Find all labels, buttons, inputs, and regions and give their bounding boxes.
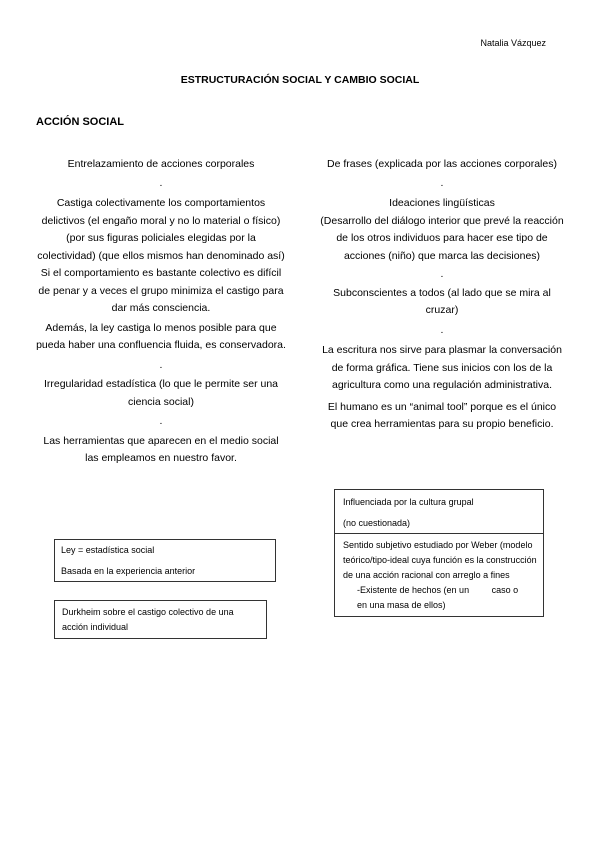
left-paragraph-4: Si el comportamiento es bastante colectivo es difícil de penar y a veces el grupo minimiza el castigo para dar más consciencia.: [38, 267, 284, 314]
left-note-box-law: [54, 539, 276, 582]
right-note-bottom-sub-1: -Existente de hechos (en un caso o: [357, 585, 519, 595]
left-note-box-durkheim: [54, 600, 267, 639]
left-paragraph-7: Las herramientas que aparecen en el medio social las empleamos en nuestro favor.: [43, 434, 279, 464]
left-paragraph-2: Castiga colectivamente los comportamientos delictivos (el engaño moral y no lo material o físico): [41, 197, 281, 227]
page-title: ESTRUCTURACIÓN SOCIAL Y CAMBIO SOCIAL: [180, 74, 420, 86]
left-separator-2: .: [159, 358, 163, 371]
right-paragraph-5: La escritura nos sirve para plasmar la conversación de forma gráfica. Tiene sus inicios con los de la agricultura como una regulación administrativa.: [322, 344, 562, 391]
right-note-bottom-sub-2: en una masa de ellos): [357, 600, 446, 610]
left-column: [36, 156, 286, 468]
author-name: Natalia Vázquez: [480, 38, 546, 48]
right-note-bottom: [335, 534, 543, 616]
right-note-bottom-main: Sentido subjetivo estudiado por Weber (modelo teórico/tipo-ideal cuya función es la construcción de una acción racional con arreglo a fines: [343, 540, 537, 580]
right-paragraph-6: El humano es un “animal tool” porque es el único que crea herramientas para su propio beneficio.: [327, 400, 557, 430]
left-paragraph-6: Irregularidad estadística (lo que le permite ser una ciencia social): [43, 378, 279, 408]
right-note-box: [334, 489, 544, 617]
right-note-top: [335, 490, 543, 534]
left-note-durkheim-text: Durkheim sobre el castigo colectivo de una acción individual: [62, 607, 234, 632]
right-note-top-line-2: (no cuestionada): [343, 518, 411, 528]
right-paragraph-3: (Desarrollo del diálogo interior que prevé la reacción de los otros individuos para hacer ese tipo de acciones (niño) que marca las decisiones): [320, 214, 564, 262]
right-separator-1: .: [440, 176, 444, 189]
right-paragraph-2: Ideaciones lingüísticas: [389, 197, 495, 209]
left-paragraph-5: Además, la ley castiga lo menos posible para que pueda haber una confluencia fluida, es conservadora.: [36, 321, 286, 351]
right-separator-3: .: [440, 323, 444, 336]
right-separator-2: .: [440, 268, 444, 280]
left-note-line-2: Basada en la experiencia anterior: [61, 566, 196, 576]
left-separator-3: .: [159, 415, 163, 427]
right-paragraph-1: De frases (explicada por las acciones corporales): [327, 158, 557, 170]
left-separator-1: .: [159, 176, 163, 189]
left-note-line-1: Ley = estadística social: [61, 545, 155, 555]
left-paragraph-1: Entrelazamiento de acciones corporales: [67, 158, 255, 170]
section-heading: ACCIÓN SOCIAL: [36, 116, 124, 128]
right-note-top-line-1: Influenciada por la cultura grupal: [343, 497, 474, 507]
right-paragraph-4: Subconscientes a todos (al lado que se mira al cruzar): [333, 286, 551, 316]
right-column: [318, 156, 566, 434]
left-paragraph-3: (por sus figuras policiales elegidas por la colectividad) (que ellos mismos han denominado así): [37, 232, 285, 262]
